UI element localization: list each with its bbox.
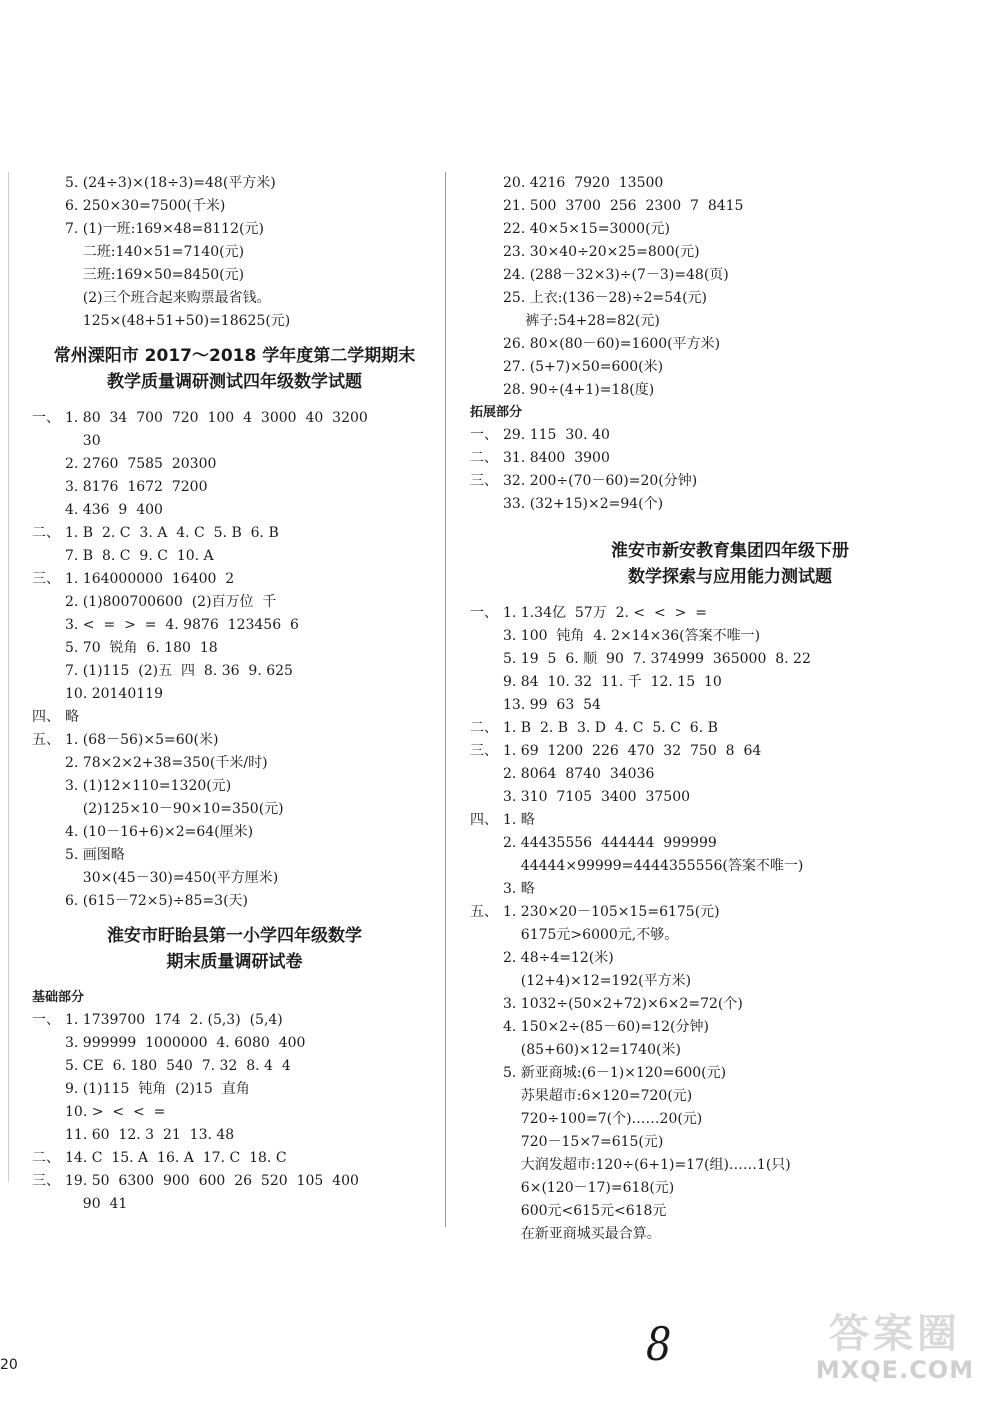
answer-line [470,356,990,379]
answer-text: 1. 1.34亿 57万 2. < < > = [503,605,708,621]
answer-text: 大润发超市:120÷(6+1)=17(组)……1(只) [503,1157,791,1173]
right-column [470,172,990,1246]
answer-line [32,614,437,637]
watermark-logo [800,1312,990,1392]
answer-line [470,1039,990,1062]
left-top-answers [32,172,437,333]
answer-line [32,752,437,775]
page-edge-line [8,172,9,1182]
answer-text: 6175元>6000元,不够。 [503,927,679,943]
answer-text: 5. CE 6. 180 540 7. 32 8. 4 4 [65,1058,291,1074]
answer-line [32,568,437,591]
answer-text: 2. 8064 8740 34036 [503,766,655,782]
answer-text: 3. 100 钝角 4. 2×14×36(答案不唯一) [503,628,761,644]
question-group-label: 四、 [32,709,60,725]
page-number: 20 [0,1357,18,1373]
section-title: 淮安市新安教育集团四年级下册 [611,541,849,561]
answer-text: 3. < = > = 4. 9876 123456 6 [65,617,299,633]
answer-text: 2. 48÷4=12(米) [503,950,614,966]
answer-line [470,1223,990,1246]
question-group-label: 一、 [470,427,498,443]
answer-line [470,1108,990,1131]
answer-text: 22. 40×5×15=3000(元) [503,221,670,237]
answer-line [32,844,437,867]
answer-line [470,993,990,1016]
answer-line [32,430,437,453]
answer-line [470,447,990,470]
handwritten-number: 8 [646,1318,672,1372]
answer-text: 20. 4216 7920 13500 [503,175,664,191]
answer-line [32,1009,437,1032]
watermark-url: MXQE.COM [815,1356,975,1384]
answer-line [470,1200,990,1223]
answer-line [32,172,437,195]
answer-text: 1. 69 1200 226 470 32 750 8 64 [503,743,762,759]
answer-line [32,798,437,821]
answer-text: 在新亚商城买最合算。 [503,1226,661,1242]
answer-text: 10. 20140119 [65,686,163,702]
answer-text: 19. 50 6300 900 600 26 520 105 400 [65,1173,359,1189]
answer-text: 28. 90÷(4+1)=18(度) [503,382,655,398]
answer-text: 7. (1)115 (2)五 四 8. 36 9. 625 [65,663,293,679]
answer-line [470,1062,990,1085]
section2-answers [32,1009,437,1216]
answer-text: 25. 上衣:(136－28)÷2=54(元) [503,290,707,306]
answer-line [32,522,437,545]
answer-line [470,424,990,447]
answer-text: 1. B 2. C 3. A 4. C 5. B 6. B [65,525,279,541]
answer-line [32,775,437,798]
answer-line [470,333,990,356]
answer-line [470,947,990,970]
answer-text: 24. (288－32×3)÷(7－3)=48(页) [503,267,729,283]
answer-text: 600元<615元<618元 [503,1203,667,1219]
answer-line [32,545,437,568]
answer-text: 2. (1)800700600 (2)百万位 千 [65,594,277,610]
column-divider [445,172,446,1227]
answer-text: 三班:169×50=8450(元) [65,267,245,283]
answer-line [32,1101,437,1124]
answer-line [32,729,437,752]
answer-line [470,379,990,402]
answer-text: 二班:140×51=7140(元) [65,244,245,260]
answer-line [32,310,437,333]
answer-line [32,867,437,890]
question-group-label: 三、 [32,571,60,587]
answer-line [32,683,437,706]
answer-line [470,648,990,671]
answer-line [32,241,437,264]
part-label: 基础部分 [32,990,85,1005]
answer-text: 4. 436 9 400 [65,502,163,518]
question-group-label: 一、 [32,1012,60,1028]
answer-line [470,241,990,264]
answer-text: 14. C 15. A 16. A 17. C 18. C [65,1150,287,1166]
answer-text: 1. 1739700 174 2. (5,3) (5,4) [65,1012,283,1028]
extension-answers [470,424,990,516]
answer-text: 6. (615－72×5)÷85=3(天) [65,893,249,909]
answer-line [470,763,990,786]
answer-line [470,924,990,947]
answer-line [32,476,437,499]
section3-answers [470,602,990,1246]
answer-line [32,264,437,287]
section-subtitle: 数学探索与应用能力测试题 [628,567,832,587]
answer-text: 6×(120－17)=618(元) [503,1180,675,1196]
watermark-text: 答案圈 [829,1311,961,1357]
answer-line [470,901,990,924]
answer-text: 21. 500 3700 256 2300 7 8415 [503,198,744,214]
answer-text: 5. 19 5 6. 顺 90 7. 374999 365000 8. 22 [503,651,811,667]
section1-answers [32,407,437,913]
answer-text: (2)三个班合起来购票最省钱。 [65,290,271,306]
question-group-label: 一、 [32,410,60,426]
answer-line [470,740,990,763]
answer-line [470,287,990,310]
answer-line [470,1131,990,1154]
answer-line [470,470,990,493]
answer-text: 33. (32+15)×2=94(个) [503,496,664,512]
answer-line [32,1170,437,1193]
answer-text: 5. 新亚商城:(6－1)×120=600(元) [503,1065,727,1081]
section-subtitle: 期末质量调研试卷 [166,952,303,972]
answer-text: 23. 30×40÷20×25=800(元) [503,244,700,260]
section-title: 淮安市盱眙县第一小学四年级数学 [107,926,362,946]
answer-text: 3. (1)12×110=1320(元) [65,778,232,794]
answer-text: 13. 99 63 54 [503,697,601,713]
answer-text: 30 [65,433,101,449]
answer-text: 125×(48+51+50)=18625(元) [65,313,291,329]
answer-text: 1. B 2. B 3. D 4. C 5. C 6. B [503,720,718,736]
answer-text: 44444×99999=4444355556(答案不唯一) [503,858,804,874]
question-group-label: 三、 [470,743,498,759]
question-group-label: 二、 [32,525,60,541]
answer-line [32,890,437,913]
answer-line [32,1147,437,1170]
answer-text: 4. 150×2÷(85－60)=12(分钟) [503,1019,709,1035]
answer-line [470,602,990,625]
answer-line [470,625,990,648]
answer-text: 5. 70 锐角 6. 180 18 [65,640,218,656]
answer-line [470,264,990,287]
answer-text: 7. B 8. C 9. C 10. A [65,548,214,564]
answer-text: (2)125×10－90×10=350(元) [65,801,284,817]
answer-text: 3. 999999 1000000 4. 6080 400 [65,1035,306,1051]
answer-text: 1. 164000000 16400 2 [65,571,235,587]
answer-text: 27. (5+7)×50=600(米) [503,359,664,375]
answer-text: 720－15×7=615(元) [503,1134,664,1150]
answer-line [470,195,990,218]
answer-text: 苏果超市:6×120=720(元) [503,1088,693,1104]
answer-text: 31. 8400 3900 [503,450,610,466]
answer-line [470,878,990,901]
answer-text: 2. 2760 7585 20300 [65,456,217,472]
answer-line [32,218,437,241]
answer-line [470,855,990,878]
question-group-label: 四、 [470,812,498,828]
answer-text: 720÷100=7(个)……20(元) [503,1111,703,1127]
answer-line [470,172,990,195]
answer-line [470,1154,990,1177]
answer-line [32,1124,437,1147]
answer-line [32,660,437,683]
section-subtitle: 教学质量调研测试四年级数学试题 [107,372,362,392]
answer-line [32,287,437,310]
question-group-label: 二、 [470,450,498,466]
answer-text: 10. > < < = [65,1104,166,1120]
answer-text: 裤子:54+28=82(元) [503,313,660,329]
answer-line [32,706,437,729]
answer-text: 11. 60 12. 3 21 13. 48 [65,1127,235,1143]
answer-text: 4. (10－16+6)×2=64(厘米) [65,824,254,840]
answer-line [32,1032,437,1055]
answer-text: 30×(45－30)=450(平方厘米) [65,870,279,886]
answer-line [32,821,437,844]
answer-line [32,1078,437,1101]
question-group-label: 一、 [470,605,498,621]
answer-text: 3. 8176 1672 7200 [65,479,208,495]
question-group-label: 五、 [32,732,60,748]
question-group-label: 二、 [470,720,498,736]
answer-line [470,832,990,855]
answer-line [470,671,990,694]
answer-line [470,1016,990,1039]
answer-line [470,310,990,333]
question-group-label: 二、 [32,1150,60,1166]
answer-line [470,694,990,717]
answer-text: (85+60)×12=1740(米) [503,1042,681,1058]
answer-text: 29. 115 30. 40 [503,427,610,443]
answer-line [32,1193,437,1216]
answer-line [470,1177,990,1200]
answer-text: 26. 80×(80－60)=1600(平方米) [503,336,721,352]
answer-line [32,407,437,430]
left-column [32,172,437,1216]
answer-line [32,453,437,476]
answer-line [470,970,990,993]
answer-line [32,195,437,218]
answer-line [32,1055,437,1078]
answer-text: 2. 78×2×2+38=350(千米/时) [65,755,268,771]
section-title: 常州溧阳市 2017～2018 学年度第二学期期末 [53,346,416,366]
answer-text: 2. 44435556 444444 999999 [503,835,717,851]
answer-text: 6. 250×30=7500(千米) [65,198,226,214]
answer-text: 90 41 [65,1196,128,1212]
right-top-answers [470,172,990,402]
answer-text: 1. (68－56)×5=60(米) [65,732,219,748]
answer-line [470,493,990,516]
answer-text: 略 [65,709,79,725]
answer-line [32,637,437,660]
answer-text: (12+4)×12=192(平方米) [503,973,692,989]
answer-text: 9. 84 10. 32 11. 千 12. 15 10 [503,674,722,690]
answer-text: 5. (24÷3)×(18÷3)=48(平方米) [65,175,276,191]
answer-line [470,717,990,740]
answer-line [470,786,990,809]
part-label: 拓展部分 [470,405,523,420]
answer-line [470,218,990,241]
answer-text: 1. 略 [503,812,535,828]
answer-line [470,809,990,832]
answer-line [32,591,437,614]
answer-text: 9. (1)115 钝角 (2)15 直角 [65,1081,250,1097]
answer-text: 5. 画图略 [65,847,125,863]
answer-text: 3. 1032÷(50×2+72)×6×2=72(个) [503,996,743,1012]
answer-text: 1. 230×20－105×15=6175(元) [503,904,720,920]
answer-text: 7. (1)一班:169×48=8112(元) [65,221,264,237]
answer-line [470,1085,990,1108]
question-group-label: 三、 [470,473,498,489]
answer-line [32,499,437,522]
question-group-label: 五、 [470,904,498,920]
answer-text: 3. 310 7105 3400 37500 [503,789,691,805]
answer-text: 32. 200÷(70－60)=20(分钟) [503,473,698,489]
answer-text: 3. 略 [503,881,535,897]
answer-text: 1. 80 34 700 720 100 4 3000 40 3200 [65,410,368,426]
question-group-label: 三、 [32,1173,60,1189]
